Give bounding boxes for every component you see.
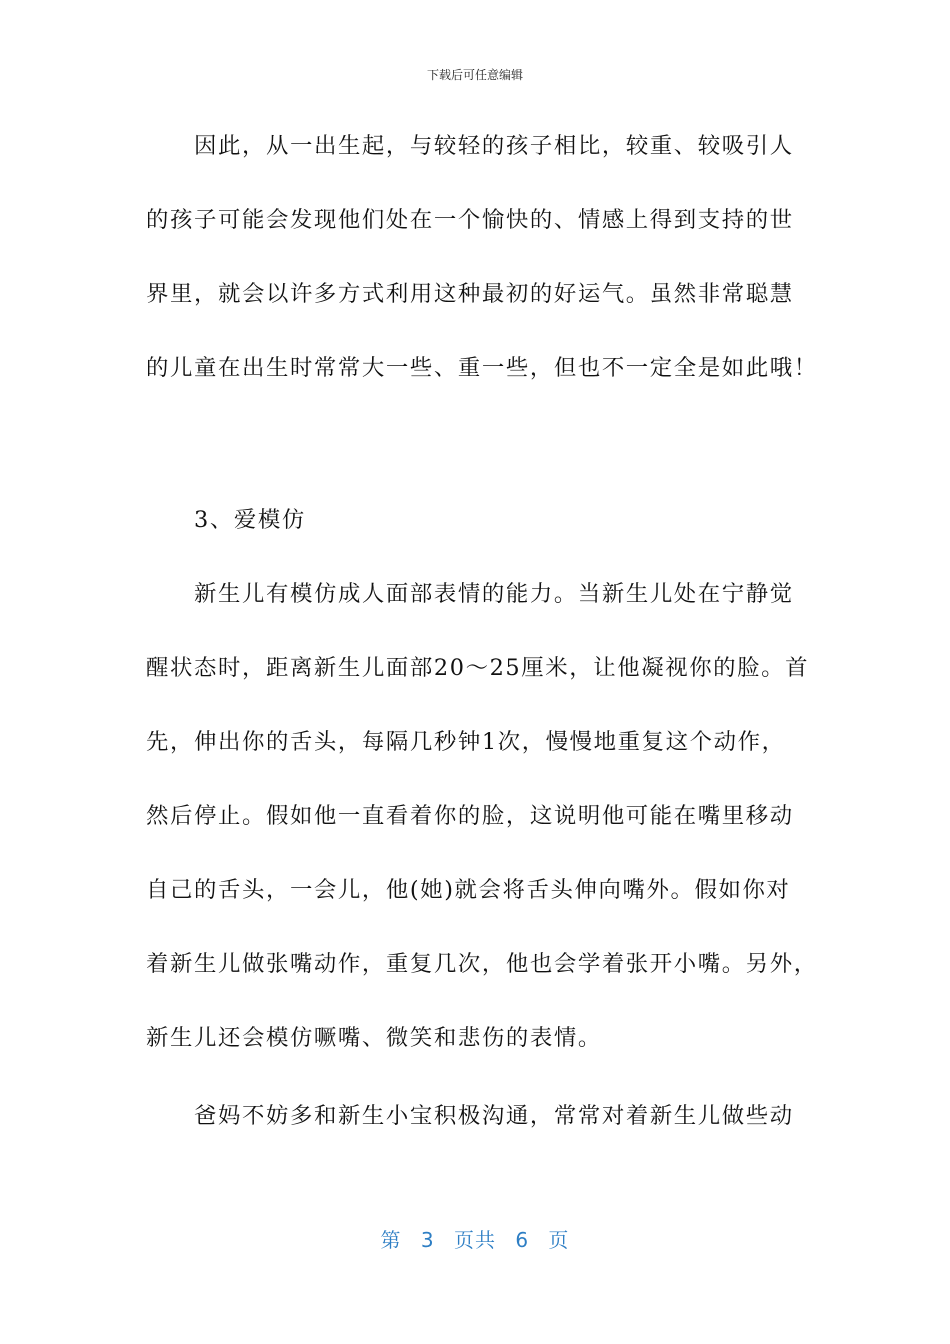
text-line: 的儿童在出生时常常大一些、重一些，但也不一定全是如此哦！ — [146, 355, 818, 381]
paragraph-2 — [146, 557, 818, 1075]
text-line: 爸妈不妨多和新生小宝积极沟通，常常对着新生儿做些动 — [194, 1103, 794, 1129]
heading-text: 3、爱模仿 — [194, 507, 306, 533]
text-line: 着新生儿做张嘴动作，重复几次，他也会学着张开小嘴。另外， — [146, 951, 818, 977]
text-line: 然后停止。假如他一直看着你的脸，这说明他可能在嘴里移动 — [146, 803, 794, 829]
text-line: 新生儿还会模仿噘嘴、微笑和悲伤的表情。 — [146, 1025, 602, 1051]
paragraph-3 — [146, 1079, 806, 1153]
page-number: 第 3 页共 6 页 — [380, 1228, 570, 1252]
text-line: 醒状态时，距离新生儿面部20～25厘米，让他凝视你的脸。首 — [146, 655, 810, 681]
paragraph-1 — [146, 109, 818, 405]
text-line: 新生儿有模仿成人面部表情的能力。当新生儿处在宁静觉 — [194, 581, 794, 607]
text-line: 自己的舌头，一会儿，他(她)就会将舌头伸向嘴外。假如你对 — [146, 877, 791, 903]
text-line: 因此，从一出生起，与较轻的孩子相比，较重、较吸引人 — [194, 133, 794, 159]
section-heading — [146, 483, 806, 557]
text-line: 的孩子可能会发现他们处在一个愉快的、情感上得到支持的世 — [146, 207, 794, 233]
text-line: 界里，就会以许多方式利用这种最初的好运气。虽然非常聪慧 — [146, 281, 794, 307]
header-note: 下载后可任意编辑 — [426, 68, 523, 82]
text-line: 先，伸出你的舌头，每隔几秒钟1次，慢慢地重复这个动作， — [146, 729, 786, 755]
